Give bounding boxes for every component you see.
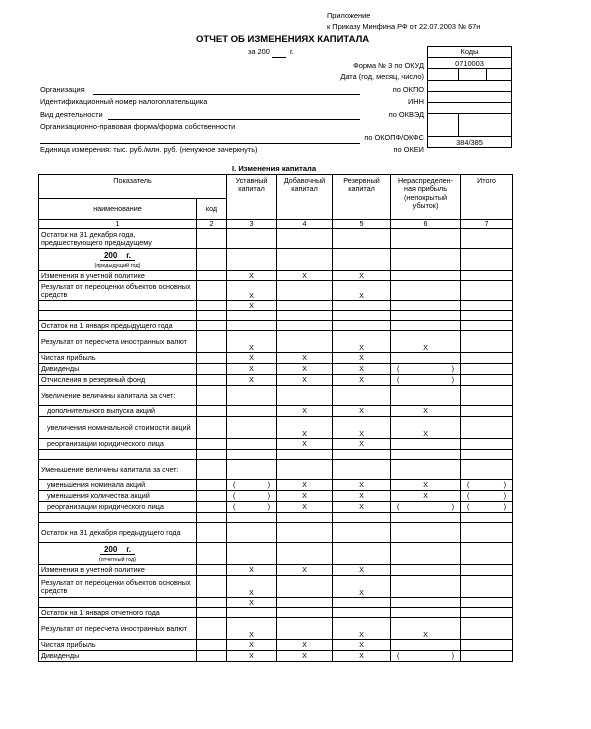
codes-header: Коды (428, 47, 512, 58)
col-charter-capital: Уставный капитал (227, 175, 277, 220)
okved-label: по ОКВЭД (388, 110, 424, 119)
x-mark: X (391, 480, 461, 491)
x-mark: X (277, 565, 333, 576)
x-mark: X (277, 271, 333, 281)
table-row (39, 331, 513, 353)
col-reserve-capital: Резервный капитал (333, 175, 391, 220)
x-mark: X (277, 375, 333, 386)
negative-cell[interactable]: ( ) (391, 651, 461, 662)
okopf-cell-2[interactable] (459, 114, 512, 137)
x-mark: X (333, 353, 391, 364)
table-row (39, 301, 513, 311)
row-label: Изменения в учетной политике (39, 271, 197, 281)
year-caption: (предыдущий год) (94, 262, 141, 269)
x-mark: X (333, 480, 391, 491)
table-row (39, 523, 513, 543)
x-mark: X (277, 640, 333, 651)
organization-line[interactable] (93, 94, 360, 95)
code-cell[interactable] (197, 229, 227, 249)
table-row (39, 618, 513, 640)
x-mark: X (277, 502, 333, 513)
period-suffix: г. (290, 47, 294, 56)
x-mark: X (333, 439, 391, 450)
negative-cell[interactable]: ( ) (391, 502, 461, 513)
x-mark: X (333, 502, 391, 513)
col-num-6: 6 (391, 220, 461, 229)
x-mark: X (277, 353, 333, 364)
col-code: код (197, 199, 227, 220)
negative-cell[interactable]: ( ) (391, 375, 461, 386)
negative-cell[interactable]: ( ) (227, 491, 277, 502)
negative-cell[interactable]: ( ) (461, 480, 513, 491)
row-label: реорганизации юридического лица (39, 502, 197, 513)
legal-form-label: Организационно-правовая форма/форма собственности (40, 122, 236, 131)
x-mark: X (277, 651, 333, 662)
table-row (39, 281, 513, 301)
date-month-cell[interactable] (459, 69, 487, 80)
table-row (39, 651, 513, 662)
row-label: Изменения в учетной политике (39, 565, 197, 576)
form-okud-label: Форма № 3 по ОКУД (353, 61, 424, 70)
table-row (39, 417, 513, 439)
negative-cell[interactable]: ( ) (227, 480, 277, 491)
order-reference: к Приказу Минфина РФ от 22.07.2003 № 67н (327, 22, 481, 31)
table-row (39, 375, 513, 386)
x-mark: X (227, 271, 277, 281)
okopf-label: по ОКОПФ/ОКФС (364, 133, 424, 142)
unit-label: Единица измерения: тыс. руб./млн. руб. (ненужное зачеркнуть) (40, 145, 258, 154)
row-label: Чистая прибыль (39, 640, 197, 651)
col-additional-capital: Добавочный капитал (277, 175, 333, 220)
table-row (39, 480, 513, 491)
row-label: Уменьшение величины капитала за счет: (39, 460, 197, 480)
value-cell[interactable] (391, 229, 461, 249)
row-label: Результат от переоценки объектов основных средств (39, 576, 197, 598)
x-mark: X (227, 576, 277, 598)
table-row (39, 439, 513, 450)
x-mark: X (227, 301, 277, 311)
row-label: Отчисления в резервный фонд (39, 375, 197, 386)
x-mark: X (227, 331, 277, 353)
x-mark: X (333, 364, 391, 375)
okei-code: 384/385 (428, 137, 512, 148)
x-mark: X (333, 618, 391, 640)
x-mark: X (227, 651, 277, 662)
x-mark: X (227, 375, 277, 386)
x-mark: X (333, 651, 391, 662)
row-label: Остаток на 1 января предыдущего года (39, 321, 197, 331)
x-mark: X (277, 480, 333, 491)
col-retained-earnings: Нераспределен-ная прибыль (непокрытый убыток) (391, 175, 461, 220)
row-label: реорганизации юридического лица (39, 439, 197, 450)
table-row (39, 598, 513, 608)
table-row (39, 565, 513, 576)
x-mark: X (333, 640, 391, 651)
row-label: Результат от переоценки объектов основных средств (39, 281, 197, 301)
okpo-label: по ОКПО (392, 85, 424, 94)
x-mark: X (227, 618, 277, 640)
legal-form-line[interactable] (40, 143, 360, 144)
form-code: 0710003 (428, 58, 512, 69)
x-mark: X (333, 271, 391, 281)
capital-changes-table (38, 174, 513, 662)
table-row (39, 502, 513, 513)
section-title: I. Изменения капитала (232, 164, 317, 173)
okved-cell[interactable] (428, 102, 512, 113)
table-row (39, 229, 513, 249)
col-num-4: 4 (277, 220, 333, 229)
year-number: 200 (103, 250, 118, 260)
activity-label: Вид деятельности (40, 110, 103, 119)
period-year-line[interactable] (272, 57, 286, 58)
date-label: Дата (год, месяц, число) (340, 72, 424, 81)
x-mark: X (333, 576, 391, 598)
negative-cell[interactable]: ( ) (391, 364, 461, 375)
row-label: Дивиденды (39, 651, 197, 662)
x-mark: X (333, 375, 391, 386)
table-row (39, 271, 513, 281)
row-label: Увеличение величины капитала за счет: (39, 386, 197, 406)
year-caption: (отчетный год) (98, 556, 136, 563)
table-row (39, 406, 513, 417)
x-mark: X (333, 565, 391, 576)
x-mark: X (227, 353, 277, 364)
row-label: Результат от пересчета иностранных валют (39, 618, 197, 640)
codes-box (427, 46, 512, 148)
row-label: Чистая прибыль (39, 353, 197, 364)
x-mark: X (227, 364, 277, 375)
col-name: наименование (39, 199, 197, 220)
value-cell[interactable] (333, 229, 391, 249)
x-mark: X (391, 618, 461, 640)
year-field[interactable] (100, 251, 135, 261)
value-cell[interactable] (461, 229, 513, 249)
col-total: Итого (461, 175, 513, 220)
table-row (39, 321, 513, 331)
x-mark: X (333, 406, 391, 417)
x-mark: X (391, 331, 461, 353)
row-label: уменьшения количества акций (39, 491, 197, 502)
x-mark: X (227, 598, 277, 608)
row-label: уменьшения номинала акций (39, 480, 197, 491)
date-day-cell[interactable] (428, 69, 459, 80)
date-year-cell[interactable] (487, 69, 512, 80)
col-num-2: 2 (197, 220, 227, 229)
year-g: г. (126, 250, 131, 260)
report-title: ОТЧЕТ ОБ ИЗМЕНЕНИЯХ КАПИТАЛА (196, 34, 370, 45)
x-mark: X (391, 417, 461, 439)
inn-field-label: Идентификационный номер налогоплательщика (40, 97, 208, 106)
x-mark: X (227, 565, 277, 576)
x-mark: X (391, 406, 461, 417)
col-num-3: 3 (227, 220, 277, 229)
year-block-prev (39, 249, 197, 271)
negative-cell[interactable]: ( ) (461, 502, 513, 513)
table-row (39, 386, 513, 406)
row-label: Результат от пересчета иностранных валют (39, 331, 197, 353)
okpo-cell[interactable] (428, 80, 512, 91)
table-row (39, 576, 513, 598)
row-label: Дивиденды (39, 364, 197, 375)
col-num-5: 5 (333, 220, 391, 229)
negative-cell[interactable]: ( ) (461, 491, 513, 502)
negative-cell[interactable]: ( ) (227, 502, 277, 513)
table-row (39, 608, 513, 618)
x-mark: X (277, 364, 333, 375)
x-mark: X (277, 406, 333, 417)
x-mark: X (277, 491, 333, 502)
row-label: Остаток на 31 декабря года, предшествующего предыдущему (39, 229, 197, 249)
activity-line[interactable] (108, 119, 360, 120)
table-row (39, 353, 513, 364)
col-num-7: 7 (461, 220, 513, 229)
x-mark: X (277, 417, 333, 439)
row-label: Остаток на 31 декабря предыдущего года (39, 523, 197, 543)
year-g: г. (126, 544, 131, 554)
organization-label: Организация (40, 85, 85, 94)
table-row (39, 491, 513, 502)
period-prefix: за 200 (248, 47, 270, 56)
table-row (39, 364, 513, 375)
x-mark: X (333, 331, 391, 353)
year-number: 200 (103, 544, 118, 554)
x-mark: X (333, 491, 391, 502)
row-label: увеличения номинальной стоимости акций (39, 417, 197, 439)
value-cell[interactable] (227, 229, 277, 249)
row-label: Остаток на 1 января отчетного года (39, 608, 197, 618)
row-label: дополнительного выпуска акций (39, 406, 197, 417)
table-row (39, 249, 513, 271)
value-cell[interactable] (277, 229, 333, 249)
year-field[interactable] (100, 545, 135, 555)
col-indicator: Показатель (39, 175, 227, 199)
x-mark: X (333, 281, 391, 301)
okei-label: по ОКЕИ (393, 145, 424, 154)
x-mark: X (333, 417, 391, 439)
inn-code-label: ИНН (408, 97, 424, 106)
table-row (39, 640, 513, 651)
year-block-reporting (39, 543, 197, 565)
table-row (39, 543, 513, 565)
x-mark: X (391, 491, 461, 502)
inn-cell[interactable] (428, 91, 512, 102)
appendix-label: Приложение (327, 11, 371, 20)
x-mark: X (227, 281, 277, 301)
col-num-1: 1 (39, 220, 197, 229)
x-mark: X (277, 439, 333, 450)
okopf-cell-1[interactable] (428, 114, 459, 137)
x-mark: X (227, 640, 277, 651)
table-row (39, 460, 513, 480)
